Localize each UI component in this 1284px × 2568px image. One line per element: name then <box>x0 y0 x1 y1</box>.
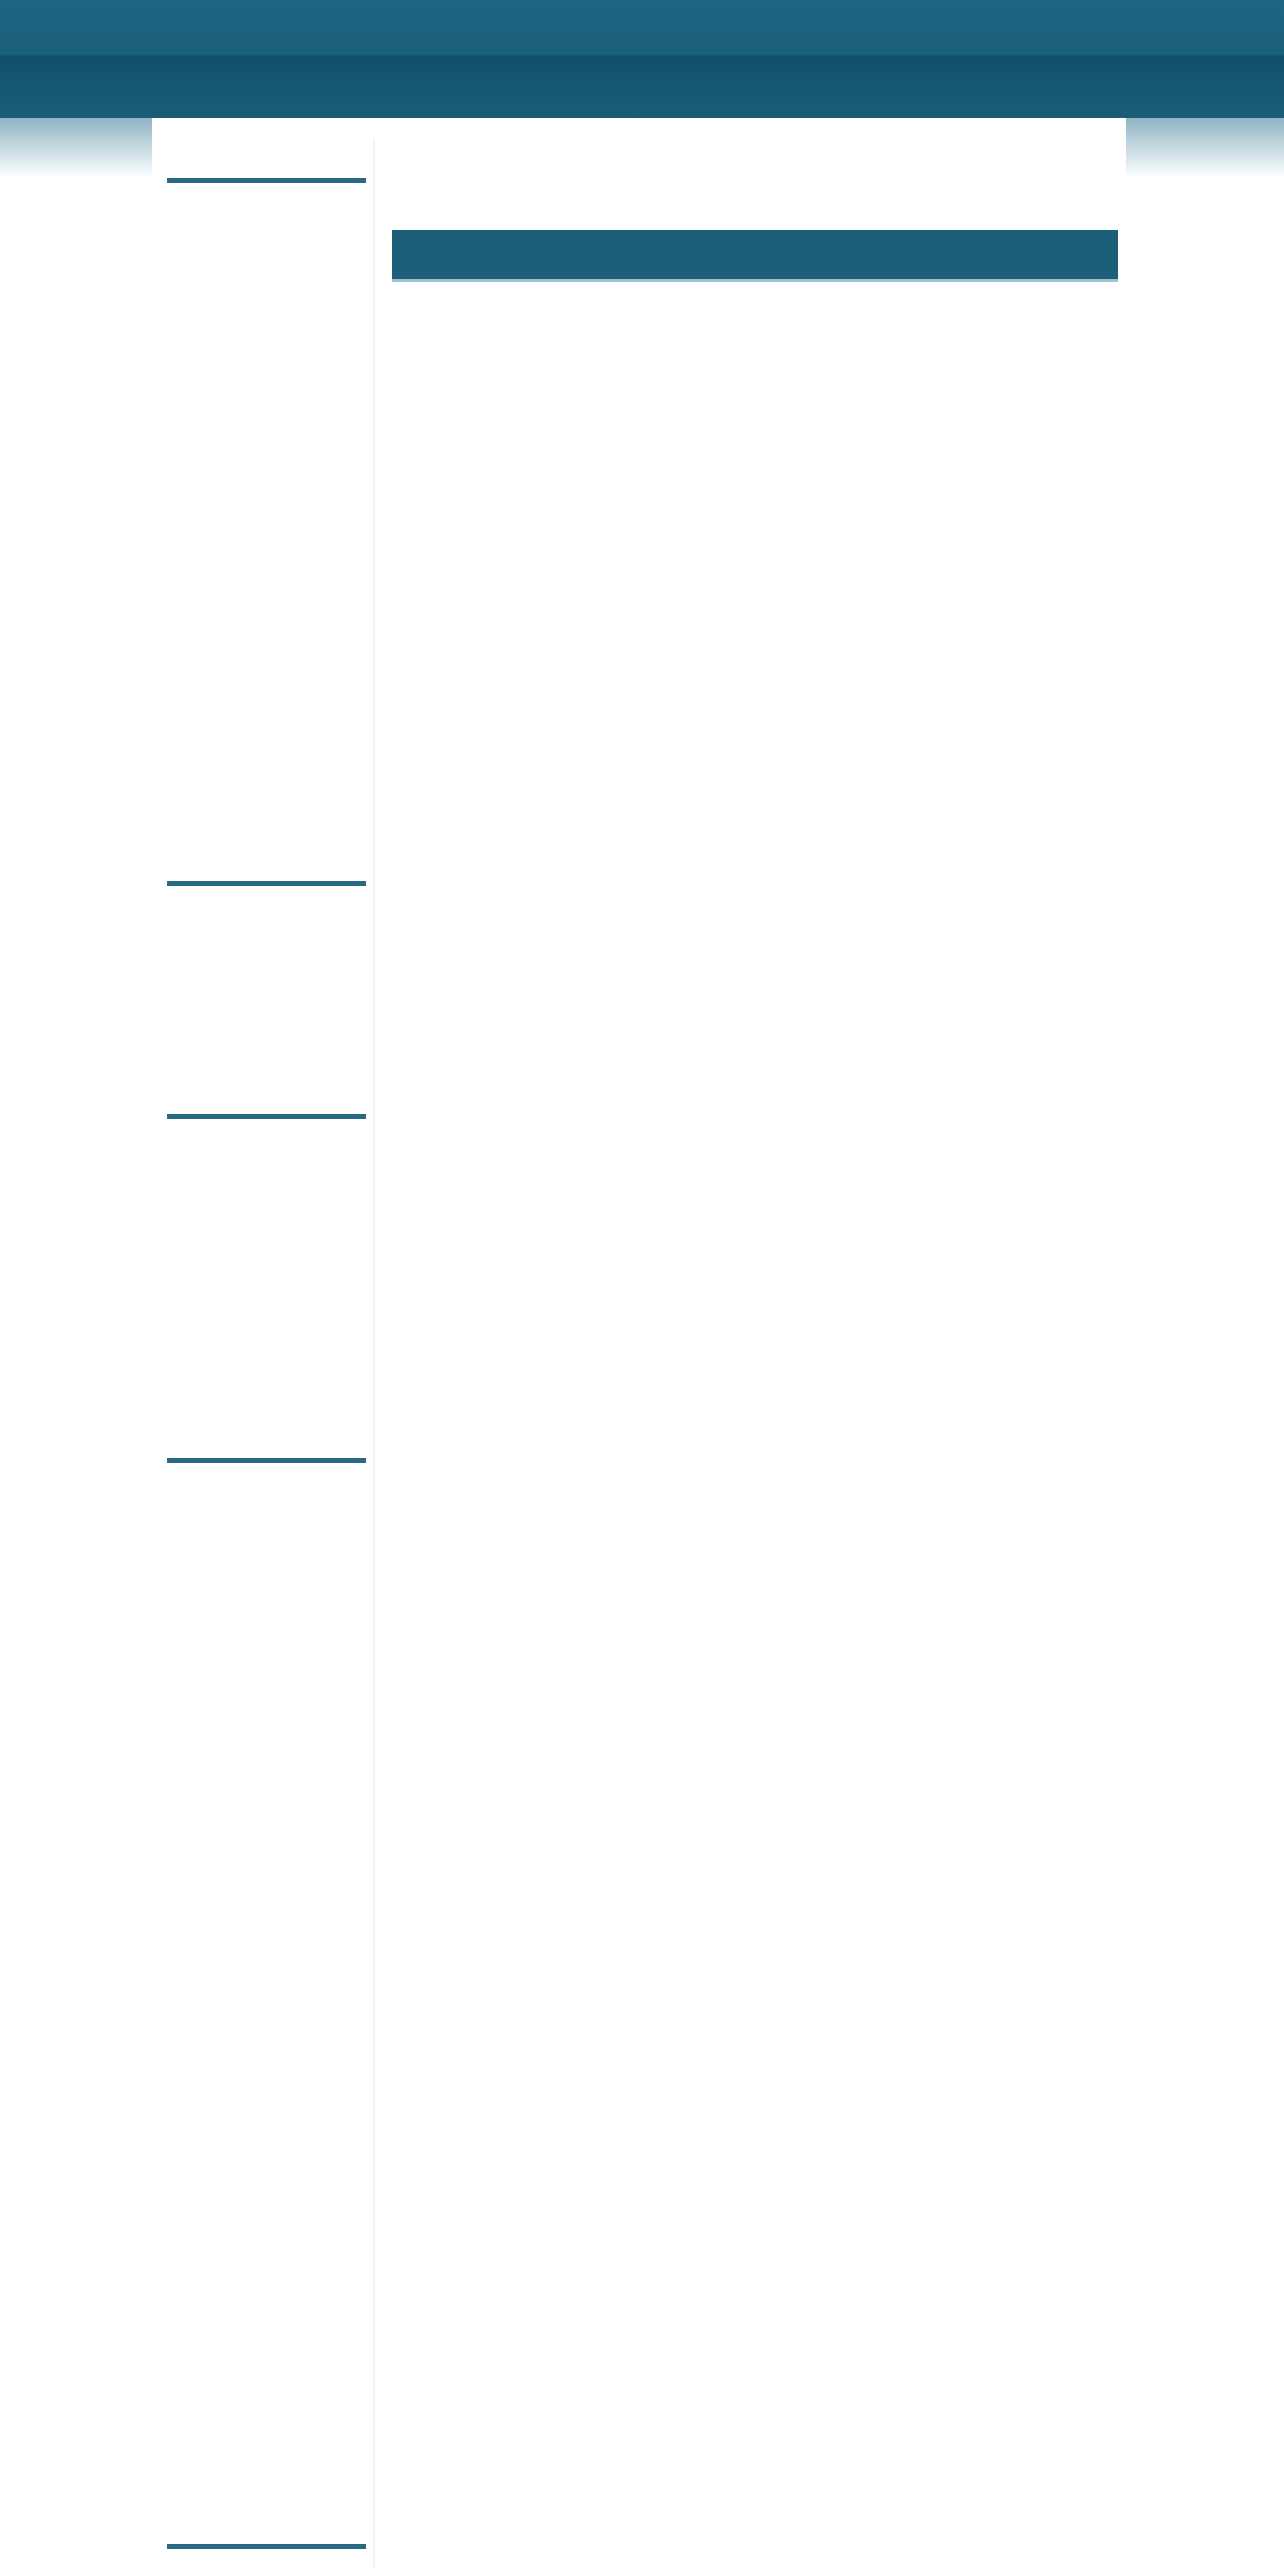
post-title-bar <box>392 230 1118 282</box>
category-widget <box>167 1451 366 1471</box>
category-heading <box>167 1454 366 1463</box>
chart-image-2[interactable] <box>392 2082 696 2209</box>
mobile-widget <box>167 877 366 1006</box>
column-divider <box>373 140 375 2568</box>
ranking-heading <box>167 174 366 183</box>
qr-code <box>217 894 317 994</box>
backnumber-widget <box>167 1107 366 1127</box>
site-header <box>0 0 1284 118</box>
recent-widget <box>167 2540 366 2557</box>
chart-image-1[interactable] <box>392 1886 696 2040</box>
chart-image-3[interactable] <box>392 2255 696 2384</box>
mobile-heading <box>167 877 366 886</box>
recent-heading <box>167 2540 366 2549</box>
backnumber-heading <box>167 1110 366 1119</box>
ranking-widget <box>167 174 366 191</box>
